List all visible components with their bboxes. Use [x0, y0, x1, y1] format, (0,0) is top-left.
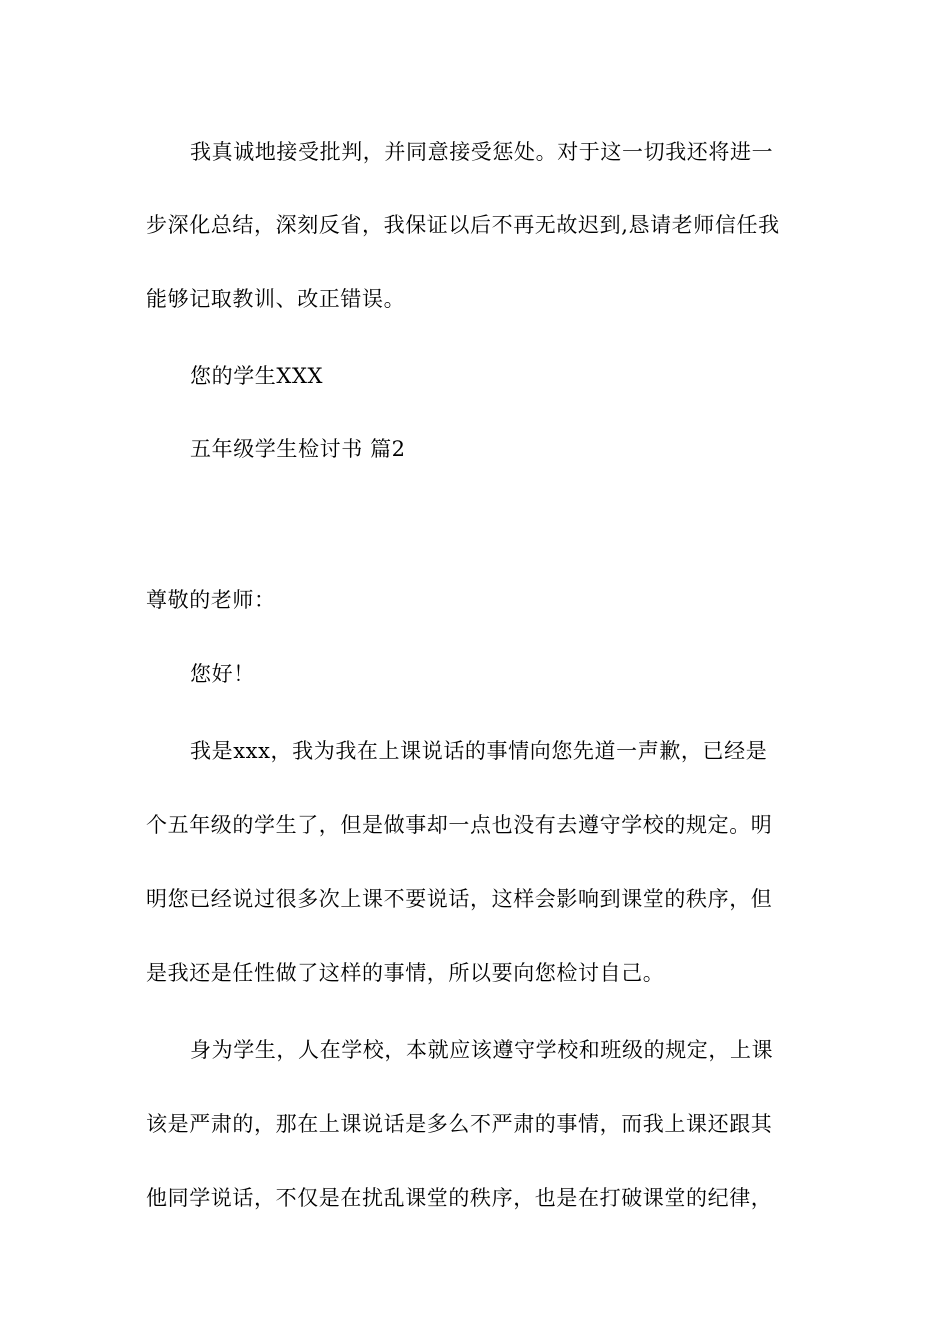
section-title: 五年级学生检讨书 篇2: [190, 437, 406, 461]
greeting: 您好！: [190, 662, 255, 686]
signature: 您的学生XXX: [190, 364, 324, 388]
salutation: 尊敬的老师：: [146, 588, 276, 612]
paragraph-2-line-4: 是我还是任性做了这样的事情，所以要向您检讨自己。: [146, 961, 665, 985]
paragraph-2-line-1: 我是xxx，我为我在上课说话的事情向您先道一声歉，已经是: [190, 739, 768, 763]
paragraph-2-line-2: 个五年级的学生了，但是做事却一点也没有去遵守学校的规定。明: [146, 813, 773, 837]
paragraph-1-line-3: 能够记取教训、改正错误。: [146, 287, 406, 311]
paragraph-2-line-3: 明您已经说过很多次上课不要说话，这样会影响到课堂的秩序，但: [146, 887, 773, 911]
paragraph-3-line-3: 他同学说话，不仅是在扰乱课堂的秩序，也是在打破课堂的纪律，: [146, 1186, 773, 1210]
paragraph-1-line-1: 我真诚地接受批判，并同意接受惩处。对于这一切我还将进一: [190, 140, 774, 164]
paragraph-1-line-2: 步深化总结，深刻反省，我保证以后不再无故迟到,恳请老师信任我: [146, 213, 780, 237]
paragraph-3-line-2: 该是严肃的，那在上课说话是多么不严肃的事情，而我上课还跟其: [146, 1112, 773, 1136]
paragraph-3-line-1: 身为学生，人在学校，本就应该遵守学校和班级的规定，上课: [190, 1038, 774, 1062]
